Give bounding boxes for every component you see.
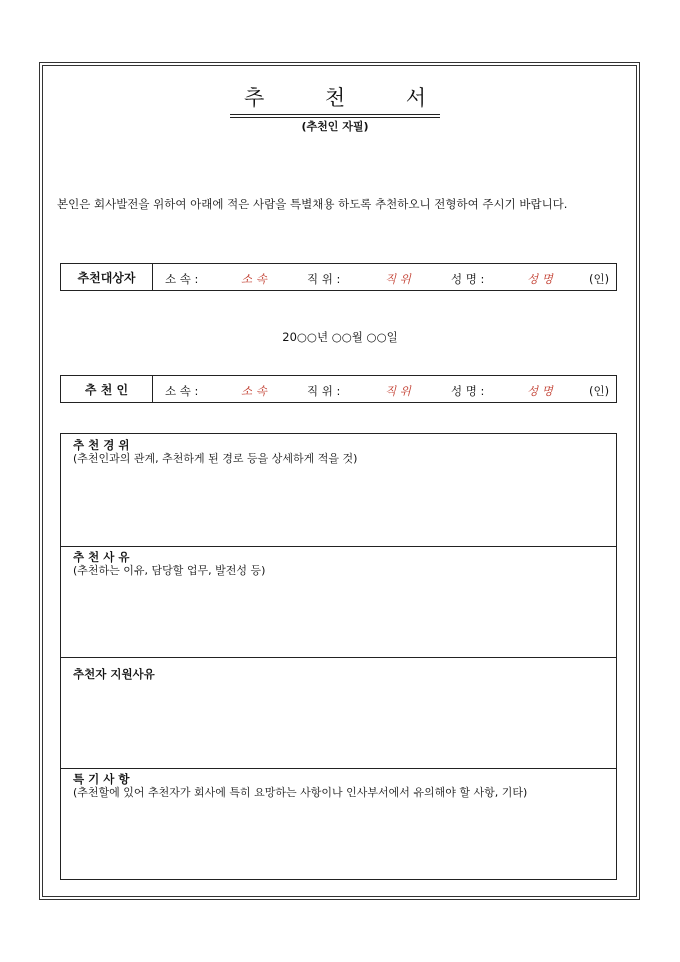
candidate-name-label: 성 명 : bbox=[451, 272, 485, 286]
candidate-seal: (인) bbox=[589, 272, 610, 286]
candidate-affiliation-label: 소 속 : bbox=[165, 272, 199, 286]
section-special-notes[interactable] bbox=[61, 768, 616, 804]
recommender-name-label: 성 명 : bbox=[451, 384, 485, 398]
document-subtitle: (추천인 자필) bbox=[301, 120, 369, 133]
document-date: 20○○년 ○○월 ○○일 bbox=[282, 330, 398, 344]
detail-sections bbox=[60, 433, 617, 880]
title-char-1: 추 bbox=[244, 86, 265, 110]
candidate-label: 추천대상자 bbox=[61, 264, 153, 290]
section-title: 추 천 사 유 bbox=[73, 550, 130, 564]
candidate-position-label: 직 위 : bbox=[307, 272, 341, 286]
title-char-3: 서 bbox=[405, 86, 426, 110]
recommender-seal: (인) bbox=[589, 384, 610, 398]
section-recommendation-reason[interactable] bbox=[61, 546, 616, 582]
intro-paragraph: 본인은 회사발전을 위하여 아래에 적은 사람을 특별채용 하도록 추천하오니 전형하여 주시기 바랍니다. bbox=[57, 197, 568, 211]
recommender-affiliation-value[interactable]: 소 속 bbox=[241, 384, 267, 398]
candidate-position-value[interactable]: 직 위 bbox=[385, 272, 411, 286]
title-char-2: 천 bbox=[324, 86, 346, 110]
section-recommendation-background[interactable] bbox=[61, 434, 616, 470]
recommender-label: 추 천 인 bbox=[61, 376, 153, 402]
recommender-row bbox=[60, 375, 617, 403]
candidate-row bbox=[60, 263, 617, 291]
candidate-name-value[interactable]: 성 명 bbox=[527, 272, 553, 286]
recommender-name-value[interactable]: 성 명 bbox=[527, 384, 553, 398]
document-title bbox=[230, 84, 440, 118]
section-applicant-reason[interactable] bbox=[61, 663, 616, 685]
candidate-affiliation-value[interactable]: 소 속 bbox=[241, 272, 267, 286]
recommender-position-label: 직 위 : bbox=[307, 384, 341, 398]
section-divider bbox=[61, 657, 616, 658]
section-description: (추천하는 이유, 담당할 업무, 발전성 등) bbox=[73, 564, 266, 577]
section-description: (추천할에 있어 추천자가 회사에 특히 요망하는 사항이나 인사부서에서 유의해야 할 사항, 기타) bbox=[73, 786, 528, 799]
title-underline-top bbox=[230, 114, 440, 115]
section-title: 추천자 지원사유 bbox=[73, 667, 155, 681]
section-title: 특 기 사 항 bbox=[73, 772, 130, 786]
recommender-affiliation-label: 소 속 : bbox=[165, 384, 199, 398]
section-description: (추천인과의 관계, 추천하게 된 경로 등을 상세하게 적을 것) bbox=[73, 452, 358, 465]
section-title: 추 천 경 위 bbox=[73, 438, 130, 452]
recommender-position-value[interactable]: 직 위 bbox=[385, 384, 411, 398]
